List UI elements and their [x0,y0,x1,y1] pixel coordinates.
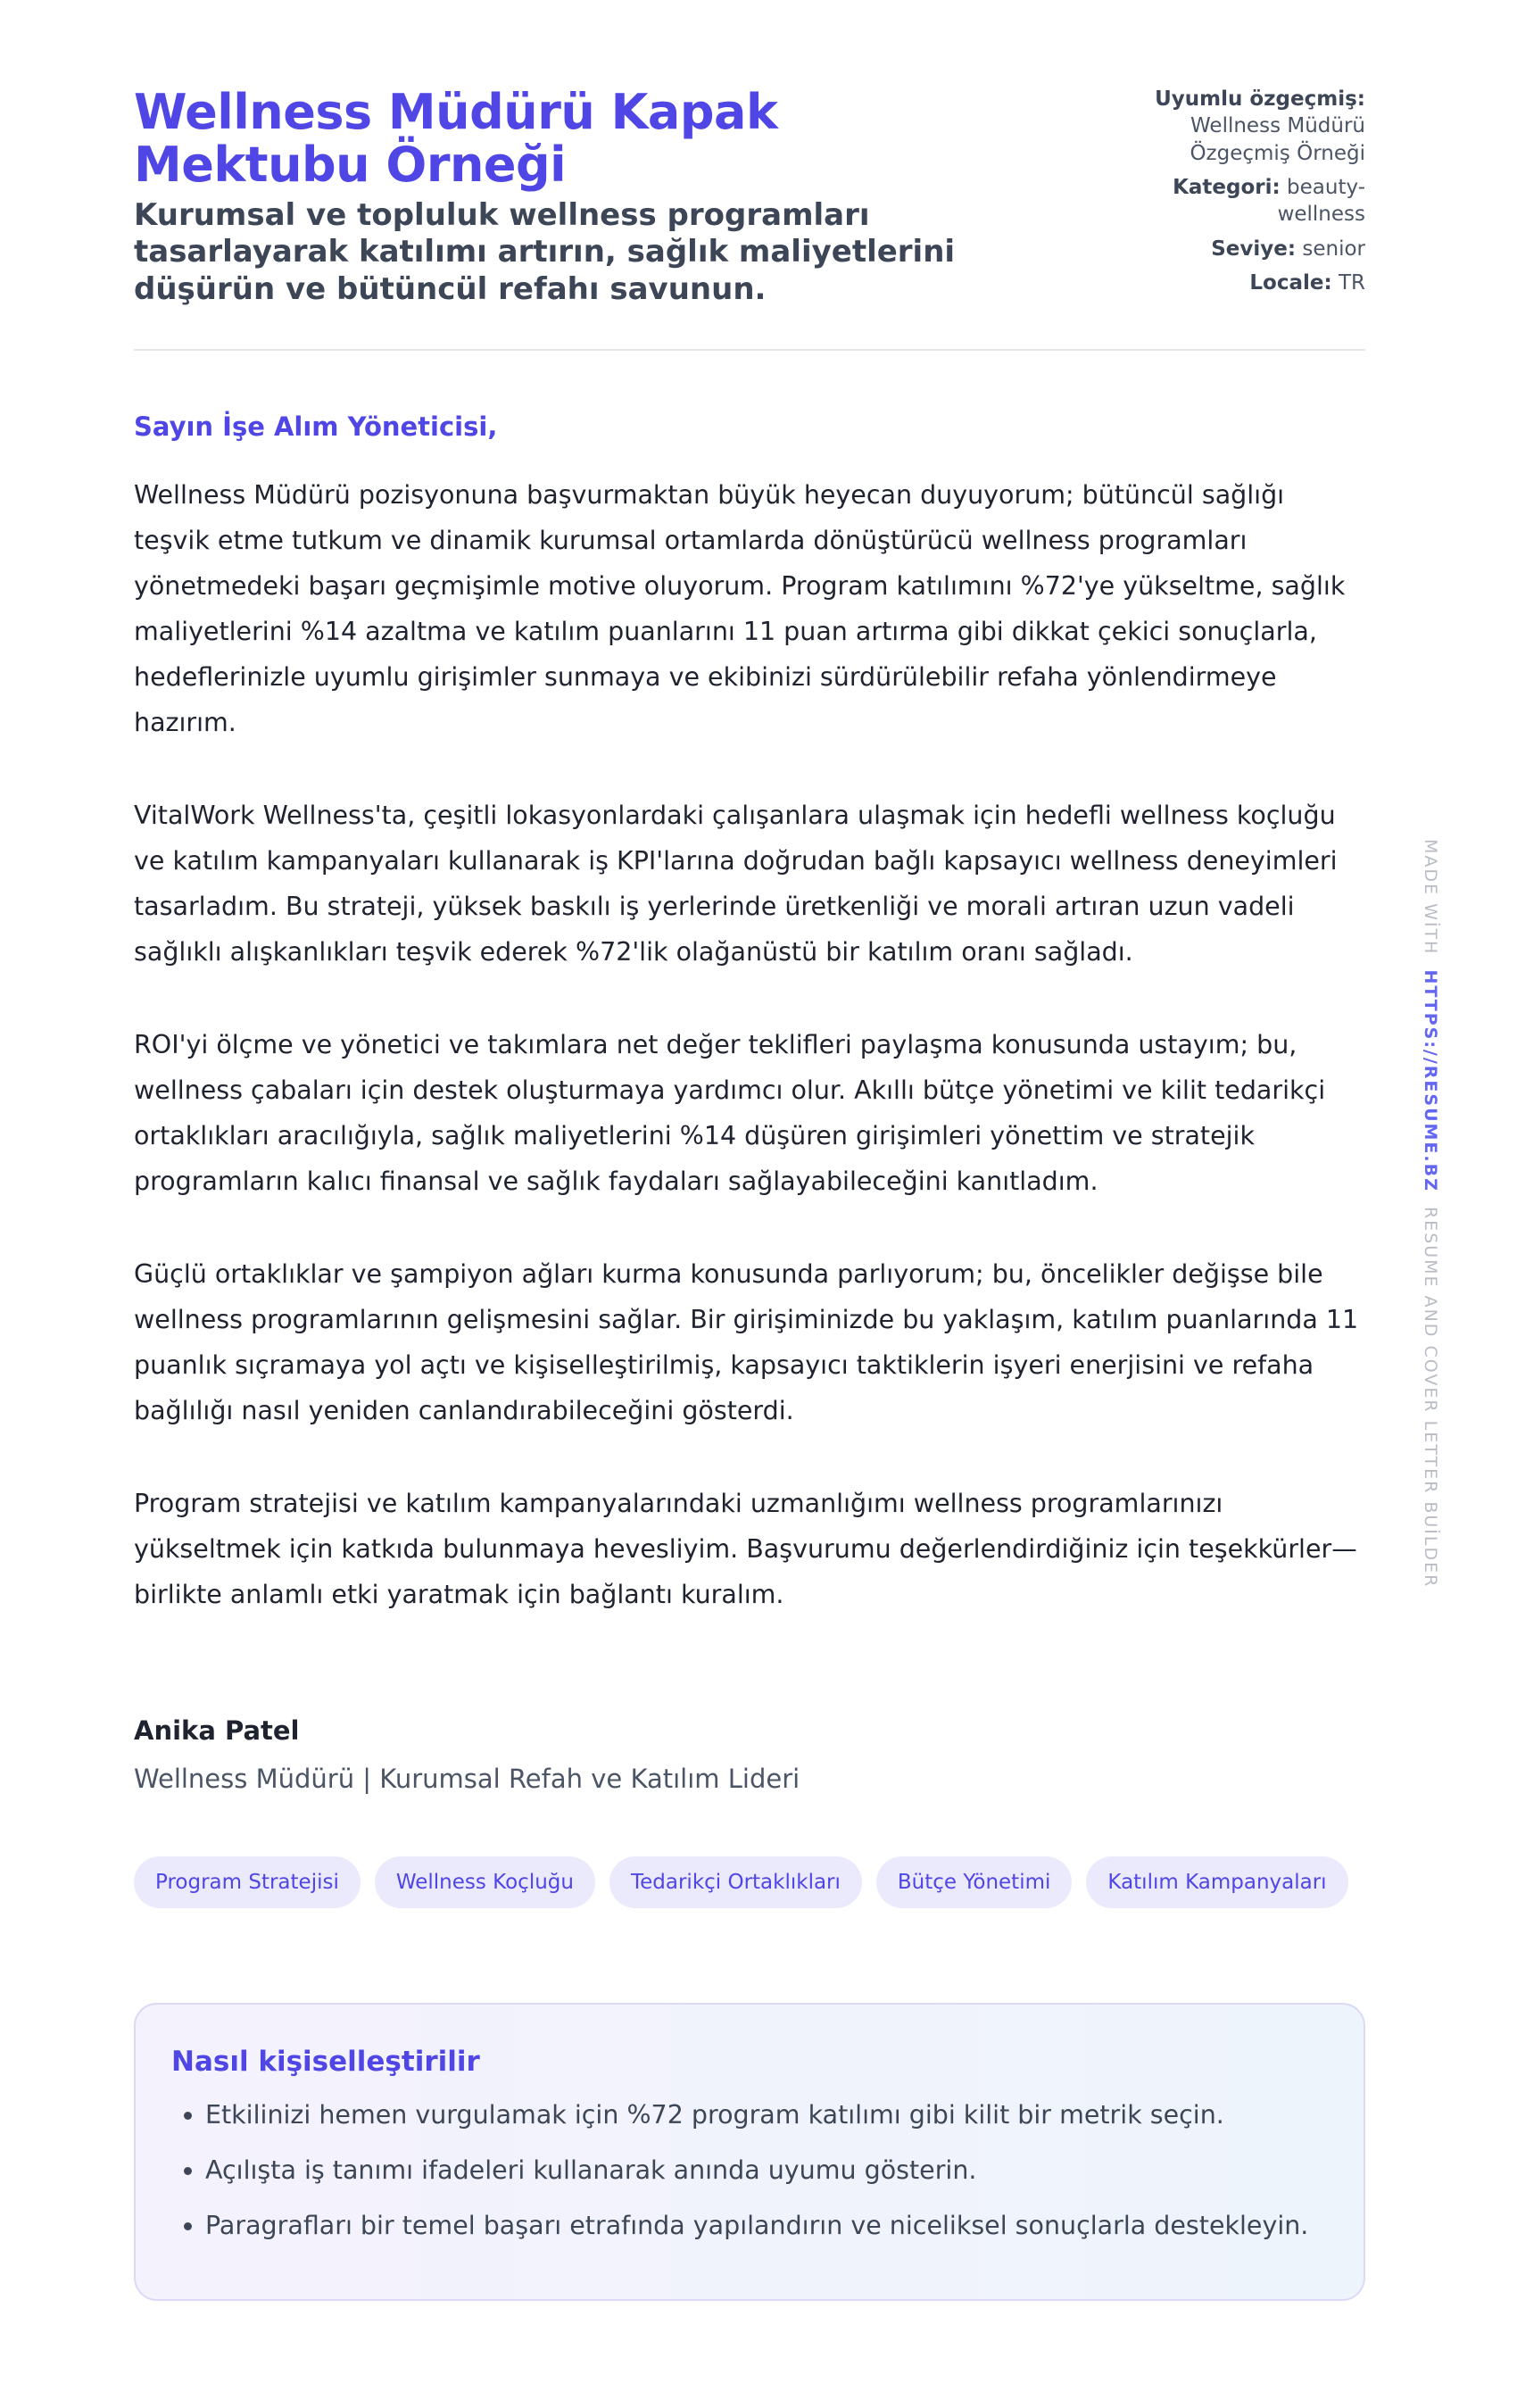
meta-value: senior [1302,237,1365,261]
skill-tag: Wellness Koçluğu [375,1856,595,1908]
meta-label: Uyumlu özgeçmiş: [1155,87,1365,111]
customization-tips [134,2003,1365,2301]
tip-item: • Paragrafları bir temel başarı etrafında yapılandırın ve niceliksel sonuçlarla destekleyin. [205,2208,1328,2244]
meta-locale [1133,270,1365,296]
meta-resume [1133,86,1365,167]
skill-tag: Tedarikçi Ortaklıkları [609,1856,862,1908]
page-title: Wellness Müdürü Kapak Mektubu Örneği [134,84,778,194]
header [134,86,1365,351]
meta-value: TR [1338,271,1365,295]
tips-title: Nasıl kişiselleştirilir [171,2046,480,2079]
skill-tag: Program Stratejisi [134,1856,361,1908]
greeting: Sayın İşe Alım Yöneticisi, [134,411,498,443]
letter-paragraph: Program stratejisi ve katılım kampanyalarındaki uzmanlığımı wellness programlarınızı yükseltmek için katkıda bulunmaya hevesliyim. Başvurumu değerlendirdiğiniz için teşekkürler—birlikte anlamlı etki yaratmak için bağlantı kuralım. [134,1489,1357,1610]
skill-tag: Katılım Kampanyaları [1086,1856,1347,1908]
tip-item: • Etkilinizi hemen vurgulamak için %72 program katılımı gibi kilit bir metrik seçin. [205,2097,1328,2133]
page-subtitle: Kurumsal ve topluluk wellness programları tasarlayarak katılımı artırın, sağlık maliyetlerini düşürün ve bütüncül refahı savunun. [134,196,956,307]
tip-item: • Açılışta iş tanımı ifadeleri kullanarak anında uyumu gösterin. [205,2153,1328,2188]
watermark [1421,839,1440,1588]
meta-value: beauty-wellness [1277,176,1365,227]
meta-category [1133,174,1365,228]
meta-level [1133,236,1365,262]
cover-letter-page [134,86,1365,2301]
meta-label: Seviye: [1211,237,1297,261]
skill-tags [134,1856,1365,1908]
meta-value[interactable]: Wellness Müdürü Özgeçmiş Örneği [1190,114,1365,165]
meta-info [1133,86,1365,304]
letter-paragraph: Wellness Müdürü pozisyonuna başvurmaktan büyük heyecan duyuyorum; bütüncül sağlığı teşvik etme tutkum ve dinamik kurumsal ortamlarda dönüştürücü wellness programları yönetmedeki başarı geçmişimle motive oluyorum. Program katılımını %72'ye yükseltme, sağlık maliyetlerini %14 azaltma ve katılım puanlarını 11 puan artırma gibi dikkat çekici sonuçlarla, hedeflerinizle uyumlu girişimler sunmaya ve ekibinizi sürdürülebilir refaha yönlendirmeye hazırım. [134,480,1346,738]
watermark-link[interactable]: HTTPS://RESUME.BZ [1421,969,1440,1192]
watermark-suffix: RESUME AND COVER LETTER BUİLDER [1421,1206,1440,1589]
meta-label: Kategori: [1173,176,1281,200]
skill-tag: Bütçe Yönetimi [876,1856,1072,1908]
meta-label: Locale: [1249,271,1332,295]
letter-paragraph: VitalWork Wellness'ta, çeşitli lokasyonlardaki çalışanlara ulaşmak için hedefli wellness koçluğu ve katılım kampanyaları kullanarak iş KPI'larına doğrudan bağlı kapsayıcı wellness deneyimleri tasarladım. Bu strateji, yüksek baskılı iş yerlerinde üretkenliği ve morali artıran uzun vadeli sağlıklı alışkanlıkları teşvik ederek %72'lik olağanüstü bir katılım oranı sağladı. [134,801,1338,967]
signature-title: Wellness Müdürü | Kurumsal Refah ve Katılım Lideri [134,1764,800,1795]
signature-name: Anika Patel [134,1715,300,1747]
tips-list [171,2097,1328,2244]
letter-paragraph: ROI'yi ölçme ve yönetici ve takımlara net değer teklifleri paylaşma konusunda ustayım; bu, wellness çabaları için destek oluşturmaya yardımcı olur. Akıllı bütçe yönetimi ve kilit tedarikçi ortaklıkları aracılığıyla, sağlık maliyetlerini %14 düşüren girişimleri yönettim ve stratejik programların kalıcı finansal ve sağlık faydaları sağlayabileceğini kanıtladım. [134,1030,1326,1197]
header-titles [134,86,1026,308]
letter-paragraph: Güçlü ortaklıklar ve şampiyon ağları kurma konusunda parlıyorum; bu, öncelikler değişse bile wellness programlarının gelişmesini sağlar. Bir girişiminizde bu yaklaşım, katılım puanlarında 11 puanlık sıçramaya yol açtı ve kişiselleştirilmiş, kapsayıcı taktiklerin işyeri enerjisini ve refaha bağlılığı nasıl yeniden canlandırabileceğini gösterdi. [134,1259,1359,1426]
watermark-prefix: MADE WİTH [1421,839,1440,956]
